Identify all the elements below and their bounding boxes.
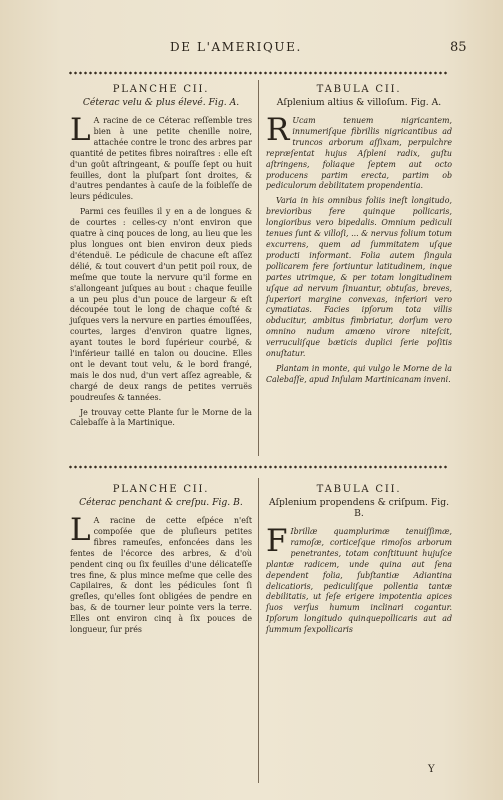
section-a-latin-para2: Varia in his omnibus foliis ineſt longitudo, brevioribus fere quinque pollicaris, longioribus vero bipedalis. Omnium pediculi tenues ſunt & villoſi, ... & nervus folium totum excurrens, quem ad ſummitatem uſque producti informant. Folia autem ſingula pollicarem fere ſortiuntur latitudinem, inque partes utrimque, & per totam longitudinem uſque ad nervum ſinuantur, obtuſas, breves, ſuperiori margine convexas, inferiori vero cymatiatas. Facies ipſorum tota villis obducitur, ambitus fimbriatur, dorſum vero omnino nudum amœno virore niteſcit, verruculiſque bæticis duplici ſerie poſitis onuſtatur. xyxy=(266,196,452,359)
section-a-latin-heading: TABULA CII. xyxy=(316,84,402,95)
section-b-latin-heading: TABULA CII. xyxy=(316,484,402,495)
drop-cap: R xyxy=(266,112,290,148)
section-a-french-subheading: Céterac velu & plus élevé. Fig. A. xyxy=(82,97,240,108)
section-b-french-heading: PLANCHE CII. xyxy=(112,484,210,495)
para-text: Ibrillæ quamplurimæ tenuiſſimæ, ramoſæ, corticeſque rimoſos arborum penetrantes, totam conſtituunt hujuſce plantæ radicem, unde quina aut ſena dependent folia, ſubſtantiæ Adiantina delicatioris, pediculiſque pollentia tantæ debilitatis, ut ſeſe erigere impotentia apices ſuos verſus humum inclinari cogantur. Ipſorum longitudo quinquepollicaris aut ad ſummum ſexpollicaris xyxy=(266,527,452,635)
para-text: A racine de ce Céterac reſſemble tres bien à une petite chenille noire, attachée contre le tronc des arbres par quantité de petites fibres noiraſtres : elle eſt d'un goût aſtringeant, & pouſſe ſept ou huit feuilles, dont la pluſpart ſont droites, & d'autres pendantes à cauſe de la foibleſſe de leurs pédicules. xyxy=(70,116,252,202)
para-text: Ucam tenuem nigricantem, innumeriſque fibrillis nigricantibus ad truncos arborum aſſixam, perpulchre repræſentat hujus Aſpleni radix, guſtu aſtringens, foliaque ſeptem aut octo producens partim erecta, partim ob pediculorum debilitatem propendentia. xyxy=(266,116,452,191)
ornament-divider-middle xyxy=(68,464,448,470)
section-a-french xyxy=(70,84,252,433)
running-head xyxy=(0,40,503,62)
section-b-french-para1 xyxy=(70,512,252,636)
section-a-french-para1 xyxy=(70,112,252,203)
section-a-latin-subheading: Aſplenium altius & villoſum. Fig. A. xyxy=(276,97,442,108)
section-b-french-subheading: Céterac penchant & creſpu. Fig. B. xyxy=(79,497,243,508)
drop-cap: F xyxy=(266,523,288,559)
running-title: DE L'AMERIQUE. xyxy=(170,40,302,54)
section-a-french-heading: PLANCHE CII. xyxy=(112,84,210,95)
catchword: Y xyxy=(428,764,435,775)
column-rule-bottom xyxy=(258,478,259,783)
section-a-latin-para1 xyxy=(266,112,452,192)
drop-cap: L xyxy=(70,112,91,148)
para-text: A racine de cette eſpéce n'eſt compoſée que de pluſieurs petites fibres rameuſes, enfoncées dans les fentes de l'écorce des arbres, & d'où pendent cinq ou ſix feuilles d'une délicateſſe tres fine, & plus mince meſme que celle des Capilaires, & dont les pédicules ſont ſi greſles, qu'elles ſont obligées de pendre en bas, & de tourner leur pointe vers la terre. Elles ont environ cinq à ſix pouces de longueur, ſur prés xyxy=(70,516,252,635)
section-b-latin xyxy=(266,484,452,640)
section-a-latin-para3: Plantam in monte, qui vulgo le Morne de la Calebaſſe, apud Inſulam Martinicanam inveni. xyxy=(266,363,452,384)
section-a-french-para3: Je trouvay cette Plante ſur le Morne de la Calebaſſe à la Martinique. xyxy=(70,407,252,428)
column-rule-top xyxy=(258,80,259,456)
section-a-french-para2: Parmi ces feuilles il y en a de longues & de courtes : celles-cy n'ont environ que quatre à cinq pouces de long, au lieu que les plus longues ont bien environ deux pieds d'étenduë. Le pédicule de chacune eſt aſſez délié, & tout couvert d'un petit poil roux, de meſme que toute la nervure qu'il forme en s'allongeant juſques au bout : chaque feuille a un peu plus d'un pouce de largeur & eſt découpée tout le long de chaque coſté & juſques vers la nervure en parties émouſſées, courtes, larges d'environ quatre lignes, ayant toutes le bord ſupérieur courbé, & l'inférieur taillé en talon ou doucine. Elles ont le devant tout velu, & le bord frangé, mais le dos nud, d'un vert aſſez agreable, & chargé de deux rangs de petites verruës poudreuſes & tannées. xyxy=(70,207,252,402)
drop-cap: L xyxy=(70,512,91,548)
section-a-latin xyxy=(266,84,452,390)
page-number: 85 xyxy=(450,40,467,55)
ornament-divider-top xyxy=(68,70,448,76)
section-b-latin-para1 xyxy=(266,523,452,636)
section-b-latin-subheading: Aſplenium propendens & criſpum. Fig. B. xyxy=(268,497,450,519)
section-b-french xyxy=(70,484,252,640)
